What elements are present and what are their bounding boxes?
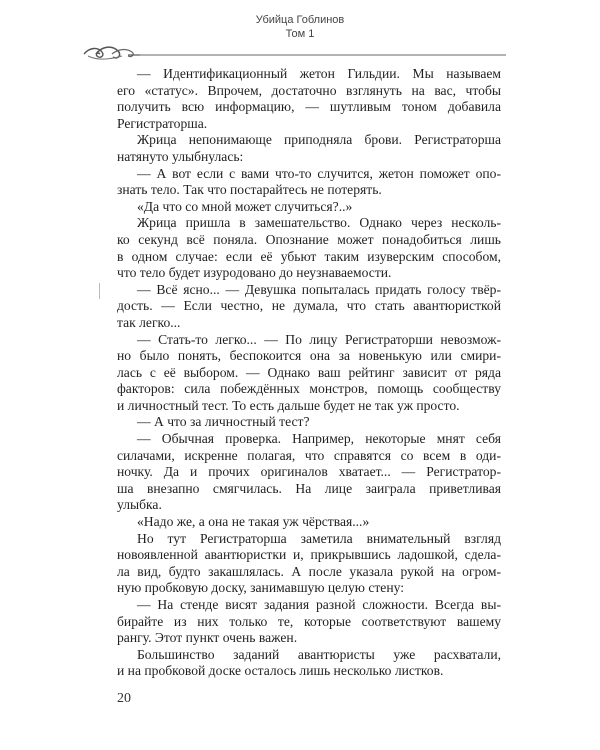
paragraph <box>117 215 501 281</box>
text-line: и на пробковой доске осталось лишь несколько листков. <box>117 663 444 679</box>
text-line: бирайте из них только те, которые соответствуют вашему <box>117 613 501 629</box>
paragraph <box>117 166 501 199</box>
paragraph <box>117 647 501 680</box>
body-text <box>117 66 501 680</box>
running-header <box>0 13 600 41</box>
text-line: Жрица непонимающе приподняла брови. Регистраторша <box>137 132 501 148</box>
book-title: Убийца Гоблинов <box>255 14 345 26</box>
text-line: натянуто улыбнулась: <box>117 148 244 164</box>
ornament-rule <box>82 44 508 62</box>
text-line: новоявленной авантюристки и, прикрывшись ладошкой, сдела- <box>117 547 501 563</box>
page-number: 20 <box>117 691 131 706</box>
text-line: ко секунд всё поняла. Опознание может понадобиться лишь <box>117 231 501 247</box>
text-line: Жрица пришла в замешательство. Однако через несколь- <box>137 215 501 231</box>
text-line: его «статус». Впрочем, достаточно взглянуть на вас, чтобы <box>117 82 501 98</box>
paragraph <box>117 514 501 531</box>
text-line: — Всё ясно... — Девушка попыталась придать голосу твёр- <box>137 281 501 297</box>
text-line: Но тут Регистраторша заметила внимательный взгляд <box>137 530 501 546</box>
text-line: что тело будет изуродовано до неузнаваемости. <box>117 265 392 281</box>
paragraph <box>117 414 501 431</box>
text-line: в одном случае: если её убьют таким изуверским способом, <box>117 248 501 264</box>
text-line: дость. — Если честно, не думала, что стать авантюристкой <box>117 298 501 314</box>
text-line: ную пробковую доску, занимавшую целую стену: <box>117 580 405 596</box>
paragraph <box>117 332 501 415</box>
margin-mark <box>99 283 100 299</box>
text-line: получить всю информацию, — шутливым тоном добавила <box>117 99 501 115</box>
text-line: улыбка. <box>117 497 162 513</box>
text-line: лась с её выбором. — Однако ваш рейтинг зависит от ряда <box>117 364 501 380</box>
text-line: ла вид, будто закашлялась. А после указала рукой на огром- <box>117 563 501 579</box>
text-line: Регистраторша. <box>117 115 208 131</box>
flourish-ornament-icon <box>82 44 508 62</box>
text-line: рангу. Этот пункт очень важен. <box>117 630 298 646</box>
paragraph <box>117 531 501 597</box>
text-line: — А вот если с вами что-то случится, жетон поможет опо- <box>137 165 501 181</box>
paragraph <box>117 132 501 165</box>
text-line: — А что за личностный тест? <box>137 414 310 430</box>
text-line: «Надо же, а она не такая уж чёрствая...» <box>137 514 370 530</box>
text-line: факторов: сила побеждённых монстров, помощь сообществу <box>117 381 501 397</box>
volume-label: Том 1 <box>285 28 315 40</box>
paragraph <box>117 431 501 514</box>
text-line: — На стенде висят задания разной сложности. Всегда вы- <box>137 597 501 612</box>
text-line: «Да что со мной может случиться?..» <box>137 198 353 214</box>
text-line: знать тело. Так что постарайтесь не потерять. <box>117 182 382 198</box>
paragraph <box>117 66 501 132</box>
text-line: но было понять, беспокоится она за новенькую или смири- <box>117 348 501 364</box>
text-line: и личностный тест. То есть дальше будет не так уж просто. <box>117 397 460 413</box>
text-line: так легко... <box>117 314 181 330</box>
paragraph <box>117 282 501 332</box>
text-line: ночку. Да и прочих оригиналов хватает... — Регистратор- <box>117 464 501 480</box>
text-line: ша внезапно смягчилась. На лице заиграла приветливая <box>117 480 501 496</box>
paragraph <box>117 199 501 216</box>
text-line: — Обычная проверка. Например, некоторые мнят себя <box>137 431 501 447</box>
text-line: силачами, искренне полагая, что справятся со всем в оди- <box>117 447 501 463</box>
text-line: Большинство заданий авантюристы уже расхватали, <box>137 646 501 662</box>
text-line: — Стать-то легко... — По лицу Регистраторши невозмож- <box>137 331 501 347</box>
paragraph <box>117 597 501 647</box>
text-line: — Идентификационный жетон Гильдии. Мы называем <box>137 66 501 81</box>
